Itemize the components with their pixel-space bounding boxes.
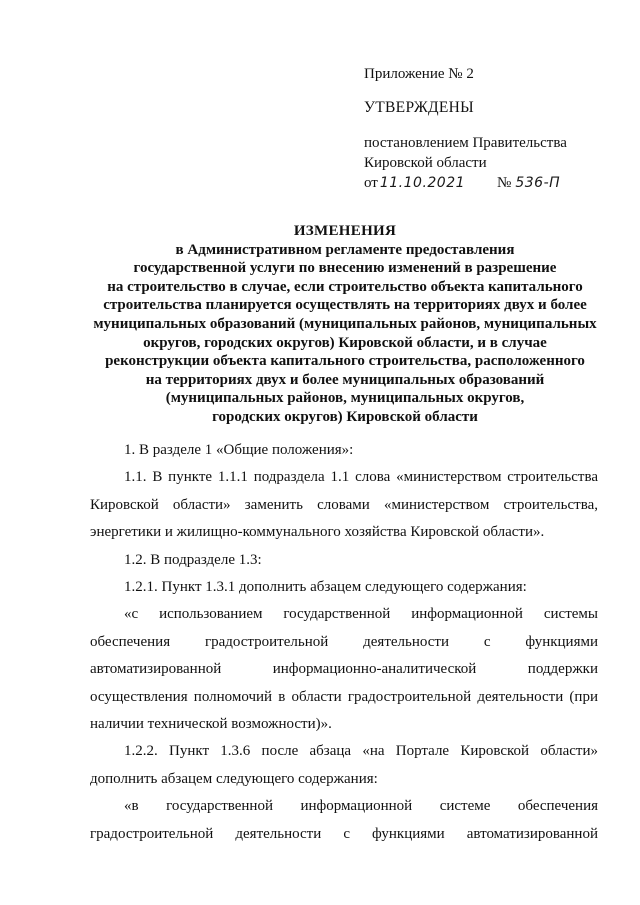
title-line: государственной услуги по внесению изменений в разрешение [133, 260, 557, 277]
document-title [80, 222, 610, 427]
date-value: 11.10.2021 [379, 175, 466, 191]
title-heading: ИЗМЕНЕНИЯ [293, 223, 397, 239]
date-prefix: от [364, 175, 378, 191]
document-body [90, 437, 598, 848]
paragraph-7: «в государственной информационной системе обеспечения градостроительной деятельности с функциями автоматизированной [90, 798, 598, 842]
number-value: 536-П [515, 175, 561, 191]
title-line: на строительство в случае, если строительство объекта капитального [107, 278, 583, 295]
title-line: строительства планируется осуществлять на территориях двух и более [103, 297, 587, 314]
resolution-line-1: постановлением Правительства [364, 135, 567, 151]
resolution-line-2: Кировской области [364, 155, 487, 171]
title-line: реконструкции объекта капитального строительства, расположенного [105, 353, 585, 370]
appendix-number: Приложение № 2 [364, 66, 474, 82]
paragraph-2: 1.1. В пункте 1.1.1 подраздела 1.1 слова «министерством строительства Кировской области» заменить словами «министерством строительства, энергетики и жилищно-коммунального хозяйства Кировской области». [90, 469, 598, 541]
title-line: в Административном регламенте предоставления [175, 241, 515, 258]
title-line: округов, городских округов) Кировской области, и в случае [143, 334, 547, 351]
resolution-date-row [364, 173, 567, 193]
title-line: (муниципальных районов, муниципальных округов, [165, 390, 525, 407]
approved-label: УТВЕРЖДЕНЫ [364, 99, 474, 116]
approval-block [364, 98, 474, 118]
paragraph-6: 1.2.2. Пункт 1.3.6 после абзаца «на Портале Кировской области» дополнить абзацем следующего содержания: [90, 743, 598, 787]
title-line: муниципальных образований (муниципальных районов, муниципальных [93, 315, 597, 332]
paragraph-4: 1.2.1. Пункт 1.3.1 дополнить абзацем следующего содержания: [124, 579, 527, 596]
title-line: на территориях двух и более муниципальных образований [145, 371, 545, 388]
number-prefix: № [497, 175, 512, 191]
appendix-block [364, 64, 474, 84]
paragraph-3: 1.2. В подразделе 1.3: [124, 551, 262, 568]
resolution-block [364, 133, 567, 193]
paragraph-1: 1. В разделе 1 «Общие положения»: [124, 442, 354, 458]
title-line: городских округов) Кировской области [212, 408, 478, 425]
paragraph-5: «с использованием государственной информационной системы обеспечения градостроительной деятельности с функциями автоматизированной информационно-аналитической поддержки осуществления полномочий в области градостроительной деятельности (при наличии технической возможности)». [90, 606, 598, 733]
